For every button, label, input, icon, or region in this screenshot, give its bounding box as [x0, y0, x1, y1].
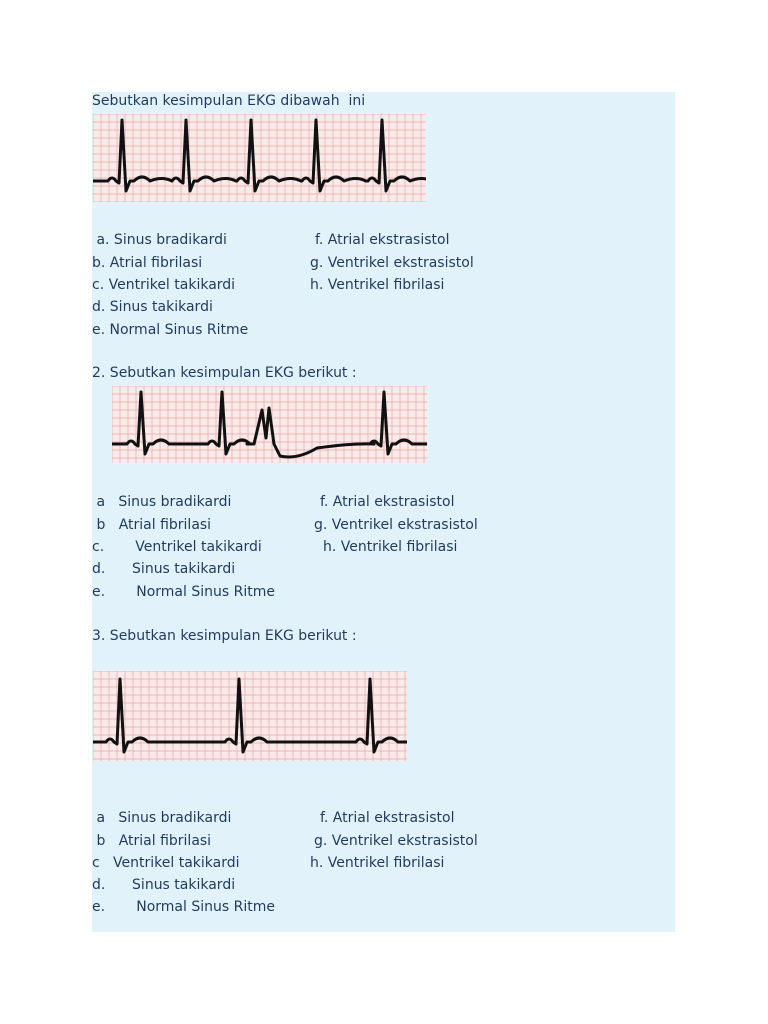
q3-option-g: g. Ventrikel ekstrasistol: [314, 833, 478, 849]
q2-option-d: d. Sinus takikardi: [92, 561, 236, 577]
q3-option-b: b Atrial fibrilasi: [92, 833, 212, 849]
worksheet: [92, 92, 675, 932]
q2-option-h: h. Ventrikel fibrilasi: [323, 539, 458, 555]
q1-option-d: d. Sinus takikardi: [92, 299, 213, 315]
q1-option-c: c. Ventrikel takikardi: [92, 277, 236, 293]
q3-option-d: d. Sinus takikardi: [92, 877, 236, 893]
ekg-grid-background: [93, 671, 407, 761]
ekg-strip-1: [93, 114, 426, 202]
q1-option-a: a. Sinus bradikardi: [92, 232, 227, 248]
q3-option-c: c Ventrikel takikardi: [92, 855, 240, 871]
ekg-strip-3: [93, 671, 407, 761]
q2-option-b: b Atrial fibrilasi: [92, 517, 212, 533]
question-3-prompt: 3. Sebutkan kesimpulan EKG berikut :: [92, 628, 357, 644]
q3-option-a: a Sinus bradikardi: [92, 810, 232, 826]
q1-option-e: e. Normal Sinus Ritme: [92, 322, 249, 338]
q1-option-b: b. Atrial fibrilasi: [92, 255, 203, 271]
q2-option-a: a Sinus bradikardi: [92, 494, 232, 510]
q2-option-g: g. Ventrikel ekstrasistol: [314, 517, 478, 533]
q2-option-c: c. Ventrikel takikardi: [92, 539, 262, 555]
q3-option-h: h. Ventrikel fibrilasi: [310, 855, 445, 871]
ekg-grid-background: [93, 114, 426, 202]
q3-option-f: f. Atrial ekstrasistol: [320, 810, 455, 826]
q3-option-e: e. Normal Sinus Ritme: [92, 899, 275, 915]
q2-option-e: e. Normal Sinus Ritme: [92, 584, 275, 600]
ekg-grid-background: [112, 386, 427, 463]
question-1-prompt: Sebutkan kesimpulan EKG dibawah ini: [92, 93, 366, 109]
q1-option-g: g. Ventrikel ekstrasistol: [310, 255, 474, 271]
q1-option-f: f. Atrial ekstrasistol: [315, 232, 450, 248]
question-2-prompt: 2. Sebutkan kesimpulan EKG berikut :: [92, 365, 357, 381]
q1-option-h: h. Ventrikel fibrilasi: [310, 277, 445, 293]
q2-option-f: f. Atrial ekstrasistol: [320, 494, 455, 510]
ekg-strip-2: [112, 386, 427, 463]
